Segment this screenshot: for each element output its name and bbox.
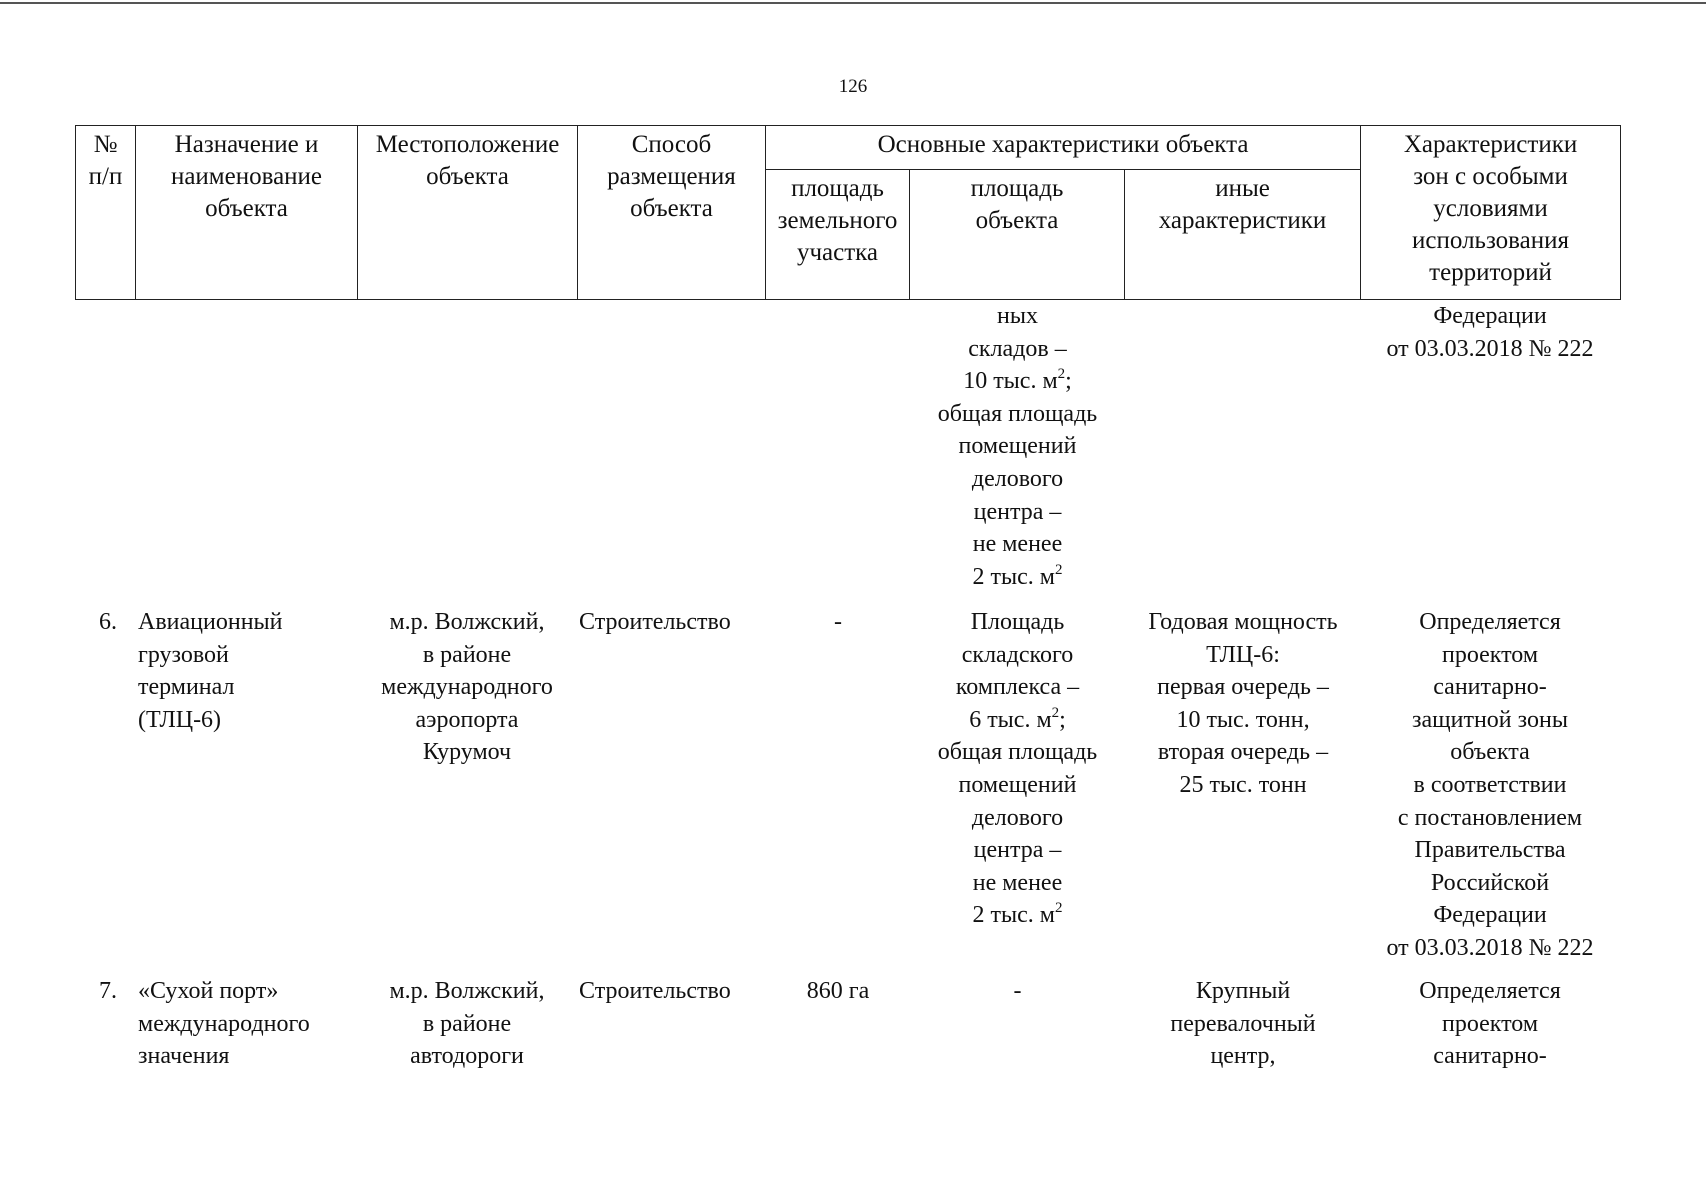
header-name: Назначение и наименование объекта xyxy=(136,126,358,300)
row-7-object-area: - xyxy=(1013,978,1022,1004)
header-method: Способ размещения объекта xyxy=(578,126,766,300)
row-6-land-area: - xyxy=(834,609,842,635)
row-6-other: Годовая мощность ТЛЦ-6: первая очередь – 10 тыс. тонн, вторая очередь – 25 тыс. тонн xyxy=(1148,609,1338,798)
row-7-land-area: 860 га xyxy=(806,978,870,1004)
row-7-name: «Сухой порт» международного значения xyxy=(138,978,310,1070)
row-7-number: 7. xyxy=(99,978,117,1004)
table-header xyxy=(75,125,1621,300)
row-6-object-area: Площадь складского комплекса – 6 тыс. $м^2$; общая площадь помещений делового центра – не менее 2 тыс. $м^2$ xyxy=(937,609,1098,929)
continuation-zones: Федерации от 03.03.2018 № 222 xyxy=(1386,303,1594,362)
header-land-area: площадь земельного участка xyxy=(766,170,910,300)
header-zones: Характеристики зон с особыми условиями использования территорий xyxy=(1361,126,1621,300)
header-location: Местоположение объекта xyxy=(358,126,578,300)
header-other: иные характеристики xyxy=(1125,170,1361,300)
row-6-location: м.р. Волжский, в районе международного аэропорта Курумоч xyxy=(381,609,553,766)
row-7-location: м.р. Волжский, в районе автодороги xyxy=(389,978,545,1070)
scan-edge-line xyxy=(0,2,1706,4)
row-6-number: 6. xyxy=(99,609,117,635)
continuation-object-area: ных складов – 10 тыс. $м^2$; общая площадь помещений делового центра – не менее 2 тыс. $м^2$ xyxy=(937,303,1098,590)
row-7-other: Крупный перевалочный центр, xyxy=(1170,978,1316,1070)
row-7-zones: Определяется проектом санитарно- xyxy=(1419,978,1561,1070)
row-6-zones: Определяется проектом санитарно- защитной зоны объекта в соответствии с постановлением Правительства Российской Федерации от 03.03.2018 № 222 xyxy=(1386,609,1594,961)
header-main-characteristics: Основные характеристики объекта xyxy=(766,126,1361,170)
header-number: № п/п xyxy=(76,126,136,300)
header-object-area: площадь объекта xyxy=(910,170,1125,300)
row-7-method: Строительство xyxy=(579,978,731,1004)
row-6-name: Авиационный грузовой терминал (ТЛЦ-6) xyxy=(138,609,283,733)
row-6-method: Строительство xyxy=(579,609,731,635)
page-number: 126 xyxy=(838,76,868,97)
